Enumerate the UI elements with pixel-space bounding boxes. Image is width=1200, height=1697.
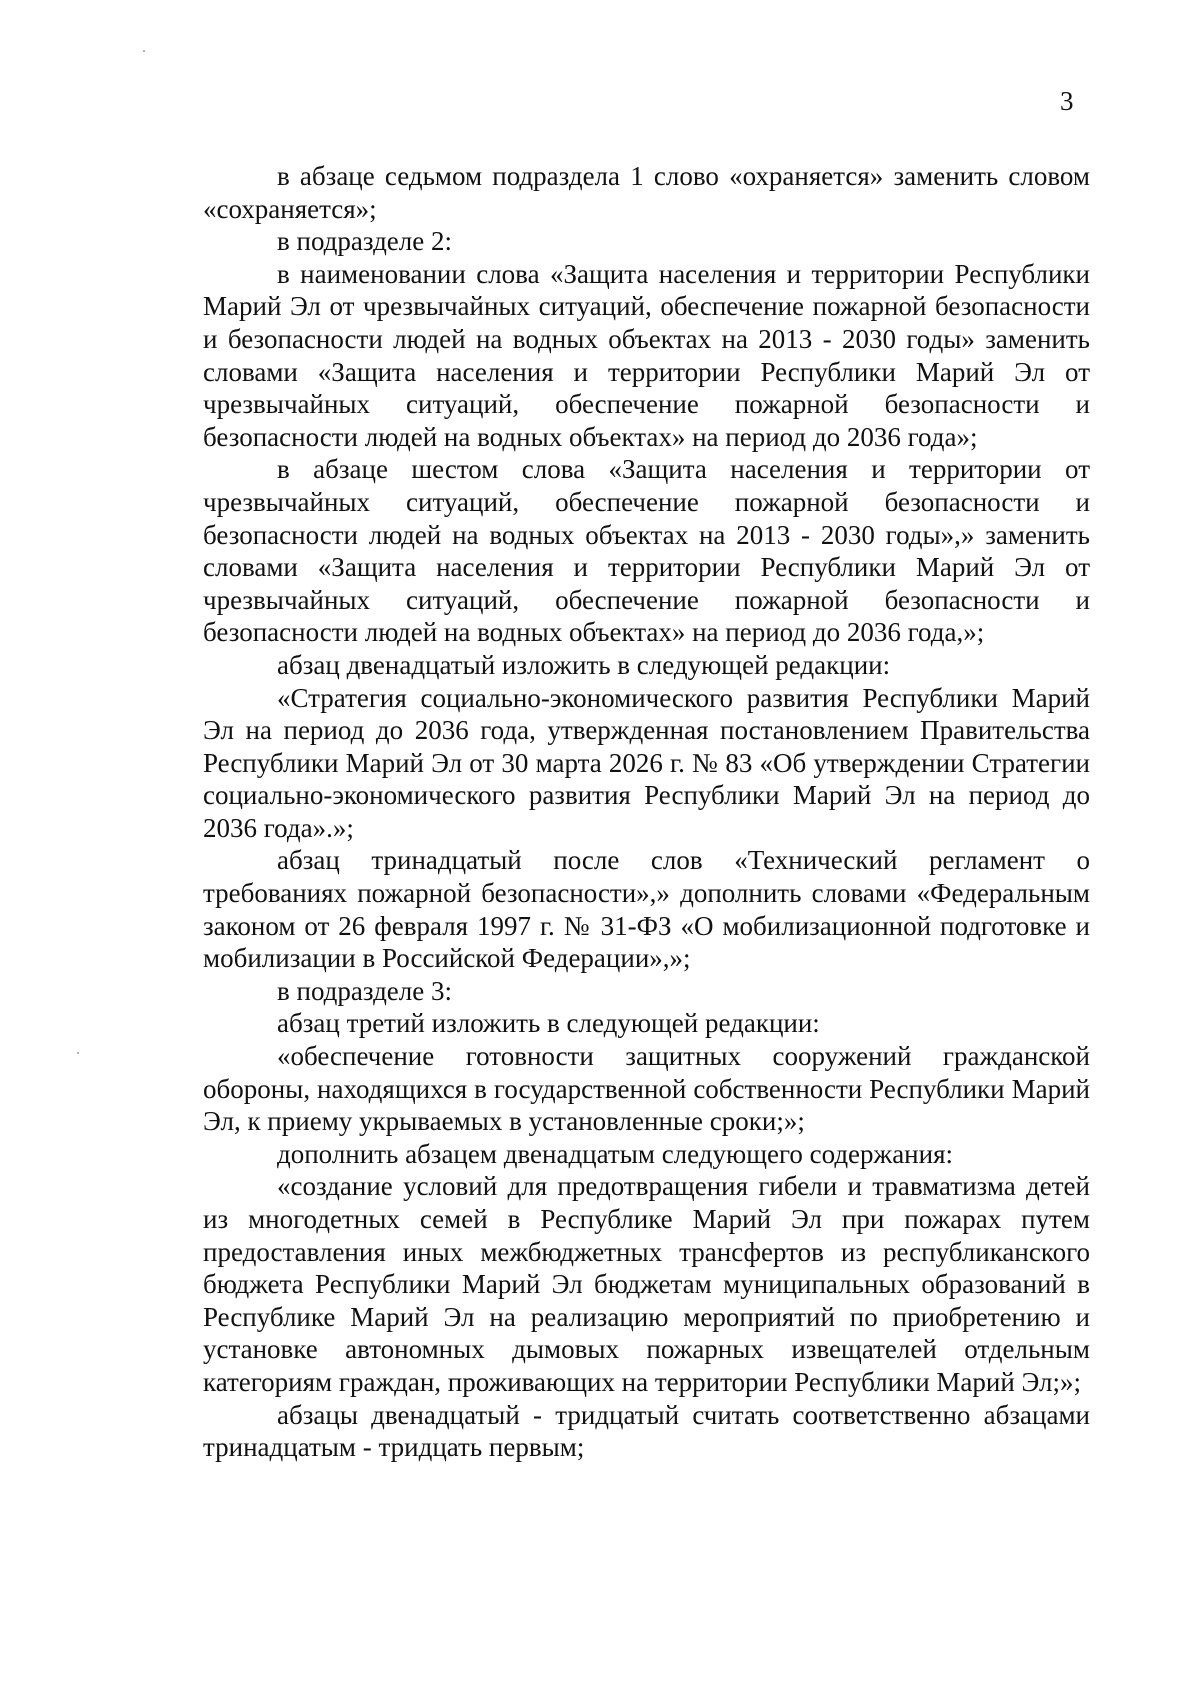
paragraph-subsection3-heading: в подразделе 3:: [277, 975, 452, 1006]
paragraph-twelfth-paragraph-intro: абзац двенадцатый изложить в следующей редакции:: [277, 649, 891, 680]
scan-speck: [143, 50, 145, 52]
paragraph-sixth-paragraph-replacement: в абзаце шестом слова «Защита населения и территории от чрезвычайных ситуаций, обеспечение пожарной безопасности и безопасности людей на водных объектах на 2013 - 2030 годы»,» заменить словами «Защита населения и территории Республики Марий Эл от чрезвычайных ситуаций, обеспечение пожарной безопасности и безопасности людей на водных объектах» на период до 2036 года,»;: [203, 454, 1090, 648]
paragraph-subsection1-word-replacement: в абзаце седьмом подраздела 1 слово «охраняется» заменить словом «сохраняется»;: [203, 161, 1090, 224]
paragraph-add-twelfth-intro: дополнить абзацем двенадцатым следующего содержания:: [277, 1138, 954, 1169]
paragraph-renumbering: абзацы двенадцатый - тридцатый считать соответственно абзацами тринадцатым - тридцать первым;: [203, 1399, 1090, 1463]
paragraph-smoke-detectors-text: «создание условий для предотвращения гибели и травматизма детей из многодетных семей в Республике Марий Эл при пожарах путем предоставления иных межбюджетных трансфертов из республиканского бюджета Республики Марий Эл бюджетам муниципальных образований в Республике Марий Эл на реализацию мероприятий по приобретению и установке автономных дымовых пожарных извещателей отдельным категориям граждан, проживающих на территории Республики Марий Эл;»;: [203, 1171, 1090, 1397]
paragraph-third-paragraph-intro: абзац третий изложить в следующей редакции:: [277, 1008, 820, 1039]
paragraph-strategy-text: «Стратегия социально-экономического развития Республики Марий Эл на период до 2036 года, утвержденная постановлением Правительства Республики Марий Эл от 30 марта 2026 г. № 83 «Об утверждении Стратегии социально-экономического развития Республики Марий Эл на период до 2036 года».»;: [203, 682, 1090, 843]
paragraph-subsection2-heading: в подразделе 2:: [277, 226, 452, 257]
page-number: 3: [1060, 86, 1074, 116]
paragraph-civil-defense-text: «обеспечение готовности защитных сооружений гражданской обороны, находящихся в государственной собственности Республики Марий Эл, к приему укрываемых в установленные сроки;»;: [203, 1041, 1090, 1137]
document-body: [203, 160, 1090, 1464]
scan-speck: [77, 1052, 79, 1054]
paragraph-thirteenth-paragraph-addition: абзац тринадцатый после слов «Технический регламент о требованиях пожарной безопасности»,» дополнить словами «Федеральным законом от 26 февраля 1997 г. № 31-ФЗ «О мобилизационной подготовке и мобилизации в Российской Федерации»,»;: [203, 845, 1090, 974]
paragraph-subsection2-title-replacement: в наименовании слова «Защита населения и территории Республики Марий Эл от чрезвычайных ситуаций, обеспечение пожарной безопасности и безопасности людей на водных объектах на 2013 - 2030 годы» заменить словами «Защита населения и территории Республики Марий Эл от чрезвычайных ситуаций, обеспечение пожарной безопасности и безопасности людей на водных объектах» на период до 2036 года»;: [203, 258, 1090, 452]
